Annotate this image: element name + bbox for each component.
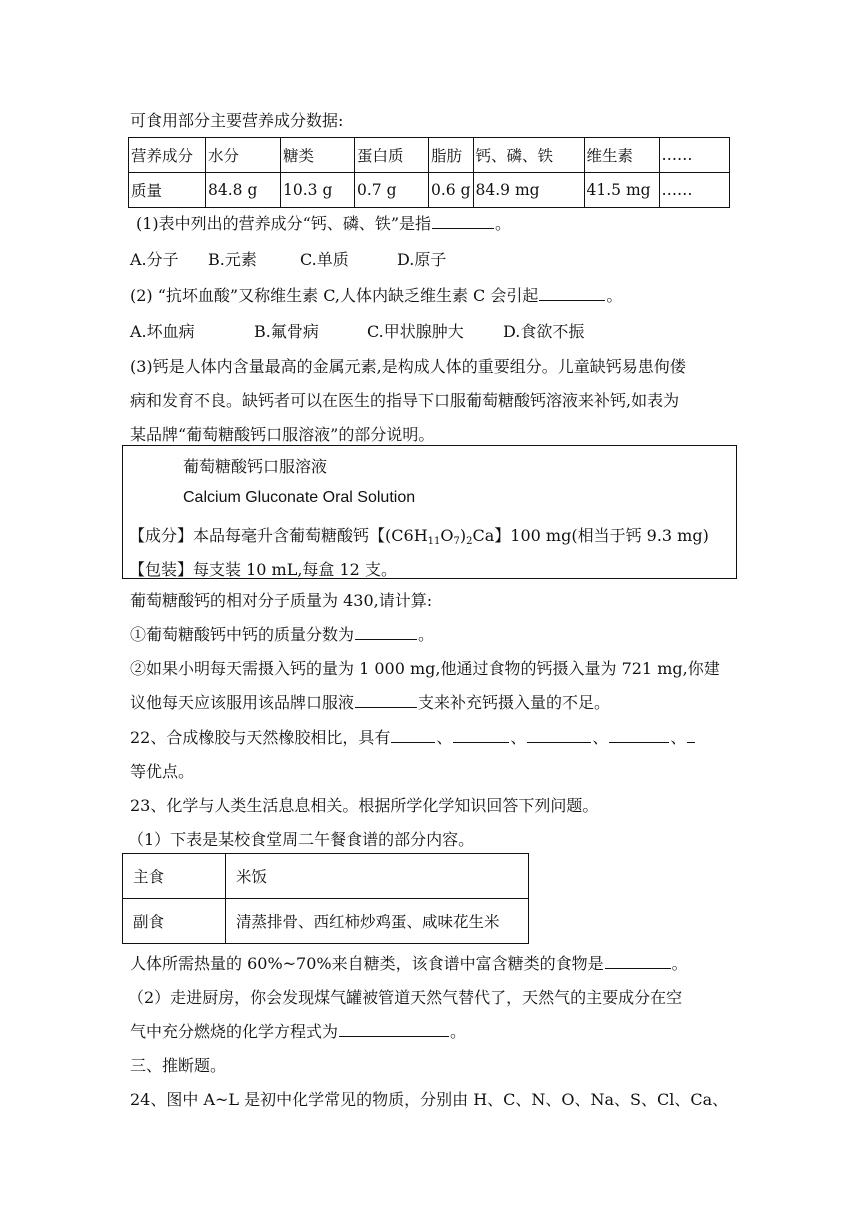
table-cell: 脂肪	[429, 138, 474, 173]
question-1-options	[130, 249, 446, 271]
table-row	[129, 138, 730, 173]
option-d: D.食欲不振	[503, 322, 585, 341]
question-1-text: (1)表中列出的营养成分“钙、磷、铁”是指	[136, 214, 432, 233]
section-3-heading: 三、推断题。	[130, 1056, 227, 1075]
option-b: B.元素	[208, 250, 257, 269]
sep: 、	[510, 728, 527, 747]
calc-intro: 葡萄糖酸钙的相对分子质量为 430,请计算:	[130, 591, 433, 610]
sub-2-text: 气中充分燃烧的化学方程式为	[130, 1022, 339, 1041]
answer-blank[interactable]	[687, 727, 695, 743]
product-label-box	[122, 445, 737, 579]
calc-b-prefix: 议他每天应该服用该品牌口服液	[130, 693, 355, 712]
answer-blank[interactable]	[453, 727, 509, 743]
punct: 。	[671, 954, 688, 973]
table-row	[123, 854, 529, 899]
answer-blank[interactable]	[539, 285, 605, 301]
sep: 、	[670, 728, 687, 747]
answer-blank[interactable]	[527, 727, 591, 743]
table-cell: ……	[659, 138, 730, 173]
product-title-en: Calcium Gluconate Oral Solution	[183, 489, 416, 506]
product-ingredient: 【成分】本品每毫升含葡萄糖酸钙【$(C6H_{11}O_7)_2Ca$】100 mg(相当于钙 9.3 mg)	[129, 526, 709, 547]
option-a: A.分子	[130, 250, 179, 269]
question-23-sub-2-line-2	[130, 1021, 466, 1043]
punct: 。	[606, 286, 623, 305]
option-a: A.坏血病	[130, 322, 195, 341]
question-1	[136, 213, 511, 235]
intro-text: 可食用部分主要营养成分数据:	[130, 111, 344, 130]
question-23-after-table	[130, 953, 688, 975]
table-cell: 0.7 g	[355, 173, 429, 208]
ingredient-prefix: 【成分】本品每毫升含葡萄糖酸钙【(C	[129, 526, 404, 545]
question-3-line-3: 某品牌“葡萄糖酸钙口服溶液”的部分说明。	[130, 425, 435, 444]
table-cell: 营养成分	[129, 138, 206, 173]
option-c: C.单质	[300, 250, 349, 269]
calc-b-line-2	[130, 692, 610, 714]
question-2	[130, 285, 622, 307]
table-row	[129, 173, 730, 208]
menu-value: 清蒸排骨、西红柿炒鸡蛋、咸味花生米	[226, 899, 529, 944]
table-cell: 84.8 g	[206, 173, 281, 208]
answer-blank[interactable]	[339, 1021, 449, 1037]
option-c: C.甲状腺肿大	[367, 322, 464, 341]
question-24: 24、图中 A~L 是初中化学常见的物质，分别由 H、C、N、O、Na、S、Cl、Ca、	[130, 1090, 729, 1109]
question-22-text: 22、合成橡胶与天然橡胶相比，具有	[130, 728, 391, 747]
question-2-options	[130, 321, 584, 343]
table-cell: 糖类	[281, 138, 355, 173]
table-row	[123, 899, 529, 944]
calc-b-suffix: 支来补充钙摄入量的不足。	[418, 693, 611, 712]
menu-key: 副食	[123, 899, 226, 944]
answer-blank[interactable]	[605, 953, 671, 969]
product-title-cn: 葡萄糖酸钙口服溶液	[183, 457, 328, 476]
calc-b-line-1: ②如果小明每天需摄入钙的量为 1 000 mg,他通过食物的钙摄入量为 721 mg,你建	[130, 659, 720, 678]
question-2-text: (2) “抗坏血酸”又称维生素 C,人体内缺乏维生素 C 会引起	[130, 286, 539, 305]
option-d: D.原子	[397, 250, 447, 269]
table-cell: 84.9 mg	[473, 173, 584, 208]
ingredient-suffix: Ca】100 mg(相当于钙 9.3 mg)	[472, 526, 709, 545]
option-b: B.氟骨病	[254, 322, 319, 341]
question-23-title: 23、化学与人类生活息息相关。根据所学化学知识回答下列问题。	[130, 796, 599, 815]
punct: 。	[418, 625, 435, 644]
answer-blank[interactable]	[432, 213, 494, 229]
table-cell: 蛋白质	[355, 138, 429, 173]
table-cell: 10.3 g	[281, 173, 355, 208]
table-cell: 水分	[206, 138, 281, 173]
menu-key: 主食	[123, 854, 226, 899]
menu-table	[122, 853, 529, 944]
punct: 。	[450, 1022, 467, 1041]
product-package: 【包装】每支装 10 mL,每盒 12 支。	[129, 560, 397, 579]
punct: 。	[495, 214, 512, 233]
answer-blank[interactable]	[355, 624, 417, 640]
answer-blank[interactable]	[391, 727, 435, 743]
menu-value: 米饭	[226, 854, 529, 899]
table-cell: ……	[659, 173, 730, 208]
after-table-text: 人体所需热量的 60%~70%来自糖类，该食谱中富含糖类的食物是	[130, 954, 604, 973]
table-cell: 0.6 g	[429, 173, 474, 208]
answer-blank[interactable]	[355, 692, 417, 708]
table-cell: 维生素	[584, 138, 659, 173]
question-23-sub-1: （1）下表是某校食堂周二午餐食谱的部分内容。	[128, 830, 475, 849]
answer-blank[interactable]	[609, 727, 669, 743]
table-cell: 钙、磷、铁	[473, 138, 584, 173]
question-22	[130, 727, 696, 749]
question-3-line-1: (3)钙是人体内含量最高的金属元素,是构成人体的重要组分。儿童缺钙易患佝偻	[130, 357, 686, 376]
nutrition-table	[128, 137, 730, 208]
sep: 、	[436, 728, 453, 747]
calc-a-text: ①葡萄糖酸钙中钙的质量分数为	[130, 625, 355, 644]
question-22-line-2: 等优点。	[130, 762, 195, 781]
question-23-sub-2-line-1: （2）走进厨房，你会发现煤气罐被管道天然气替代了，天然气的主要成分在空	[128, 988, 683, 1007]
sep: 、	[592, 728, 609, 747]
table-cell: 41.5 mg	[584, 173, 659, 208]
table-cell: 质量	[129, 173, 206, 208]
calc-a	[130, 624, 434, 646]
question-3-line-2: 病和发育不良。缺钙者可以在医生的指导下口服葡萄糖酸钙溶液来补钙,如表为	[130, 391, 680, 410]
